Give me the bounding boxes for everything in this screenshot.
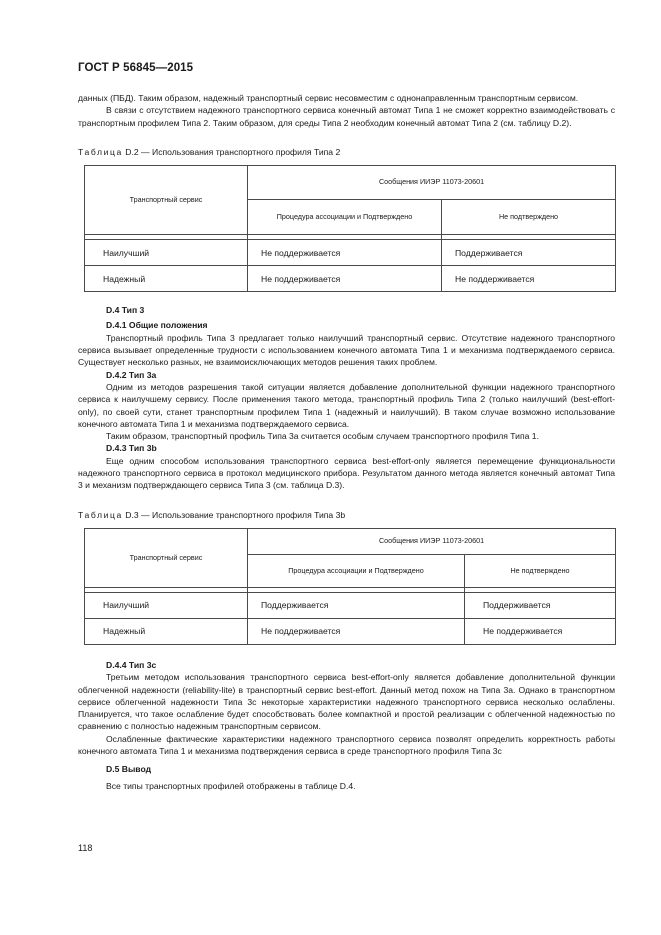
header-association-confirmed: Процедура ассоциации и Подтверждено xyxy=(248,554,465,587)
paragraph: Третьим методом использования транспортного сервиса best-effort-only является добавление дополнительной функции облегченной надежности (reliability-lite) в транспортный сервис best-effort. Данный метод похож на Типа 3a. Однако в транспортном сервисе облегченной надежности Типа 3c некоторые характеристики надежного транспортного сервиса несколько ослаблены. Планируется, что такое ослабление будет способствовать более компактной и простой реализации с облегченной надежностью по сравнению с полностью надежным транспортным сервисом. xyxy=(78,672,615,732)
section-heading: D.4.3 Тип 3b xyxy=(106,443,157,454)
paragraph: Одним из методов разрешения такой ситуации является добавление дополнительной функции надежного транспортного сервиса к наилучшему сервису. После применения такого метода, транспортный профиль Типа 2 (только наилучший (best-effort-only), по своей сути, станет транспортным профилем Типа 1 (надежный и наилучший). В таком случае возможно использование конечного автомата Типа 1 и механизма подтверждаемого сервиса. xyxy=(78,381,615,429)
cell-unconfirmed: Поддерживается xyxy=(465,592,616,618)
header-messages-group: Сообщения ИИЭР 11073-20601 xyxy=(248,166,616,200)
cell-service: Надежный xyxy=(85,618,248,644)
cell-unconfirmed: Не поддерживается xyxy=(465,618,616,644)
standard-title: ГОСТ Р 56845—2015 xyxy=(78,62,194,74)
table-caption-label: Таблица xyxy=(78,146,123,157)
section-heading: D.4.1 Общие положения xyxy=(106,320,208,331)
cell-service: Надежный xyxy=(85,266,248,292)
table-caption-text: D.3 — Использование транспортного профиля Типа 3b xyxy=(122,509,346,520)
section-heading: D.4 Тип 3 xyxy=(106,305,145,316)
paragraph: Ослабленные фактические характеристики надежного транспортного сервиса позволят определить корректность работы конечного автомата Типа 1 и механизма подтверждения сервиса в среде транспортного профиля Типа 3c xyxy=(78,733,615,757)
table-caption xyxy=(78,146,615,158)
header-messages-group: Сообщения ИИЭР 11073-20601 xyxy=(248,528,616,554)
paragraph: Транспортный профиль Типа 3 предлагает только наилучший транспортный сервис. Отсутствие надежного транспортного сервиса вызывает определенные трудности с использованием конечного автомата Типа 1 и механизма подтверждаемого сервиса. Существует несколько разных, не взаимоисключающих методов решения таких проблем. xyxy=(78,332,615,368)
section-heading: D.5 Вывод xyxy=(106,764,152,775)
paragraph: данных (ПБД). Таким образом, надежный транспортный сервис несовместим с однонаправленным транспортным сервисом. xyxy=(78,93,579,103)
table-caption-label: Таблица xyxy=(78,509,123,520)
page-number: 118 xyxy=(78,843,93,853)
table-row xyxy=(85,266,616,292)
cell-association: Поддерживается xyxy=(248,592,465,618)
cell-association: Не поддерживается xyxy=(248,240,442,266)
header-unconfirmed: Не подтверждено xyxy=(442,200,616,235)
section-heading: D.4.2 Тип 3a xyxy=(106,369,157,380)
page-content xyxy=(78,92,615,792)
table-row xyxy=(85,592,616,618)
cell-service: Наилучший xyxy=(85,240,248,266)
paragraph: Таким образом, транспортный профиль Типа 3a считается особым случаем транспортного профиля Типа 1. xyxy=(106,431,539,442)
cell-unconfirmed: Не поддерживается xyxy=(442,266,616,292)
cell-association: Не поддерживается xyxy=(248,618,465,644)
paragraph: В связи с отсутствием надежного транспортного сервиса конечный автомат Типа 1 не сможет корректно взаимодействовать с транспортным профилем Типа 2. Таким образом, для среды Типа 2 необходим конечный автомат Типа 2 (см. таблицу D.2). xyxy=(78,105,615,128)
header-transport-service: Транспортный сервис xyxy=(85,166,248,235)
section-heading: D.4.4 Тип 3c xyxy=(106,659,157,670)
table-caption xyxy=(78,509,615,521)
table-d3 xyxy=(84,528,616,645)
header-transport-service: Транспортный сервис xyxy=(85,528,248,587)
table-d2 xyxy=(84,165,616,292)
cell-service: Наилучший xyxy=(85,592,248,618)
header-association-confirmed: Процедура ассоциации и Подтверждено xyxy=(248,200,442,235)
table-row xyxy=(85,240,616,266)
paragraph: Все типы транспортных профилей отображены в таблице D.4. xyxy=(106,780,356,791)
header-unconfirmed: Не подтверждено xyxy=(465,554,616,587)
paragraph: Еще одним способом использования транспортного сервиса best-effort-only является перемещение функциональности надежного транспортного сервиса в протокол медицинского прибора. Результатом данного метода является конечный автомат Типа 3 и механизм подтверждающего сервиса Типа 3 (см. таблица D.3). xyxy=(78,455,615,491)
cell-association: Не поддерживается xyxy=(248,266,442,292)
table-caption-text: D.2 — Использования транспортного профиля Типа 2 xyxy=(122,146,341,157)
cell-unconfirmed: Поддерживается xyxy=(442,240,616,266)
table-row xyxy=(85,618,616,644)
